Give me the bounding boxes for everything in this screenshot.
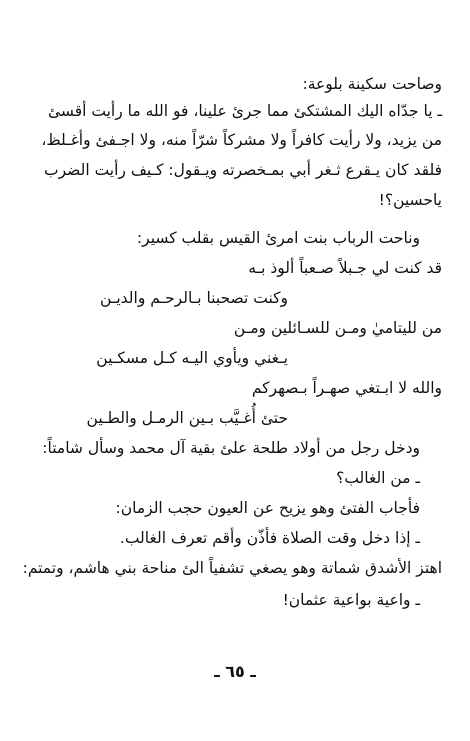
- text-line: ـ يا جدّاه اليك المشتكئ مما جرئ علينا، فو الله ما رأيت أقسئ: [47, 102, 442, 120]
- page-number: ـ ٦٥ ـ: [214, 662, 256, 681]
- text-line: ـ من الغالب؟: [336, 469, 420, 487]
- text-line: ودخل رجل من أولاد طلحة علئ بقية آل محمد وسأل شامتاً:: [42, 439, 420, 457]
- verse-hemistich: حتئ أُغـيَّب بـين الرمـل والطـين: [86, 409, 288, 427]
- verse-hemistich: يـغني ويأوي اليـه كـل مسكـين: [96, 349, 288, 367]
- verse-hemistich: وكنت تصحبنا بـالرحـم والديـن: [100, 289, 288, 307]
- text-line: اهتز الأشدق شماتة وهو يصغي تشفياً الئ مناحة بني هاشم، وتمتم:: [22, 559, 442, 577]
- text-line: من يزيد، ولا رأيت كافراً ولا مشركاً شرّاً منه، ولا اجـفئ وأغـلظ،: [41, 131, 442, 149]
- verse-hemistich: والله لا ابـتغي صهـراً بـصهركم: [251, 379, 442, 397]
- text-line: فلقد كان يـقرع ثـغر أبي بمـخصرته ويـقول: كـيف رأيت الضرب: [44, 161, 442, 179]
- verse-hemistich: من لليتاميٰ ومـن للسـائلين ومـن: [233, 319, 442, 337]
- text-line: فأجاب الفتئ وهو يزيح عن العيون حجب الزمان:: [115, 499, 420, 517]
- text-line: ـ واعية بواعية عثمان!: [282, 591, 420, 609]
- text-line: وناحت الرباب بنت امرئ القيس بقلب كسير:: [136, 229, 420, 247]
- verse-hemistich: قد كنت لي جـبلاً صـعباً ألوذ بـه: [248, 259, 442, 277]
- text-line: ياحسين؟!: [378, 191, 442, 209]
- text-line: ـ إذا دخل وقت الصلاة فأذّن وأقم تعرف الغالب.: [119, 529, 420, 547]
- text-line: وصاحت سكينة بلوعة:: [302, 75, 442, 93]
